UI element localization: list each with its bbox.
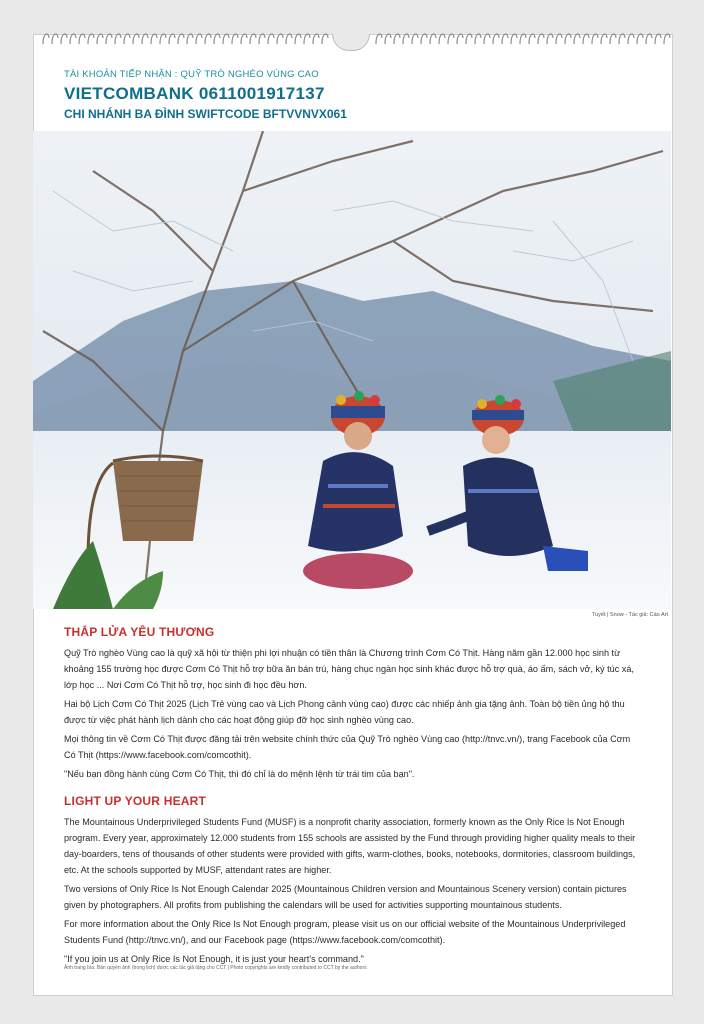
english-quote: "If you join us at Only Rice Is Not Enough, it is just your heart's command." <box>64 954 364 964</box>
english-paragraph: The Mountainous Underprivileged Students Fund (MUSF) is a nonprofit charity association, formerly known as the Only Rice Is Not Enough program. Every year, approximately 12.000 students from 155 schools are assisted by the Fund through providing higher quality meals to their day-boarders, tens of thousands of other students were provided with gifts, warm-clothes, books, notebooks, dormitories, classroom buildings, etc. At the schools supported by MUSF, attendant rates are higher. <box>64 817 636 875</box>
account-label: TÀI KHOẢN TIẾP NHẬN : QUỸ TRÒ NGHÈO VÙNG CAO <box>64 69 319 80</box>
english-title: LIGHT UP YOUR HEART <box>64 794 207 808</box>
english-paragraph: For more information about the Only Rice Is Not Enough program, please visit us on our official website of the Mountainous Underprivileged Students Fund (http://tnvc.vn/), and our Facebook page (https://www.facebook.com/comcothit). <box>64 919 626 945</box>
vietnamese-quote: "Nếu bạn đồng hành cùng Cơm Có Thịt, thì đó chỉ là do mệnh lệnh từ trái tim của bạn". <box>64 769 415 779</box>
vietnamese-paragraph: Quỹ Trò nghèo Vùng cao là quỹ xã hội từ thiện phi lợi nhuận có tiền thân là Chương trình Cơm Có Thịt. Hàng năm gần 12.000 học sinh từ khoảng 155 trường học được Cơm Có Thịt hỗ trợ bữa ăn bán trú, hàng chục ngàn học sinh khác được hỗ trợ quà, áo ấm, sách vở, ký túc xá, lớp học ... Nơi Cơm Có Thịt hỗ trợ, học sinh đi học đều hơn. <box>64 648 634 690</box>
vietnamese-section <box>64 625 644 785</box>
vietnamese-paragraph: Hai bộ Lịch Cơm Có Thịt 2025 (Lịch Trẻ vùng cao và Lịch Phong cảnh vùng cao) được các nhiếp ảnh gia tặng ảnh. Toàn bộ tiền ủng hộ thu được từ việc phát hành lịch dành cho các hoạt động giúp đỡ học sinh nghèo vùng cao. <box>64 699 625 725</box>
account-header <box>64 69 624 121</box>
cover-photo <box>33 131 671 609</box>
bank-branch-swift: CHI NHÁNH BA ĐÌNH SWIFTCODE BFTVVNVX061 <box>64 107 347 121</box>
vietnamese-paragraph: Mọi thông tin về Cơm Có Thịt được đăng tải trên website chính thức của Quỹ Trò nghèo Vùng cao (http://tnvc.vn/), trang Facebook của Cơm Có Thịt (https://www.facebook.com/comcothit). <box>64 734 631 760</box>
photo-credit: Tuyết | Snow - Tác giả: Cáo Art <box>591 612 668 618</box>
english-paragraph: Two versions of Only Rice Is Not Enough Calendar 2025 (Mountainous Children version and Mountainous Scenery version) contain pictures given by photographers. All profits from publishing the calendars will be used for activities supporting mountainous students. <box>64 884 627 910</box>
bank-account-number: VIETCOMBANK 0611001917137 <box>64 84 325 103</box>
vietnamese-title: THẮP LỬA YÊU THƯƠNG <box>64 625 215 639</box>
copyright-note: Ảnh trang bìa: Bản quyền ảnh (trong lịch) được các tác giả tặng cho CCT | Photo copyrights are kindly contributed to CCT by the authors <box>64 965 367 971</box>
english-section <box>64 794 644 970</box>
snow-scene-illustration <box>33 131 671 609</box>
